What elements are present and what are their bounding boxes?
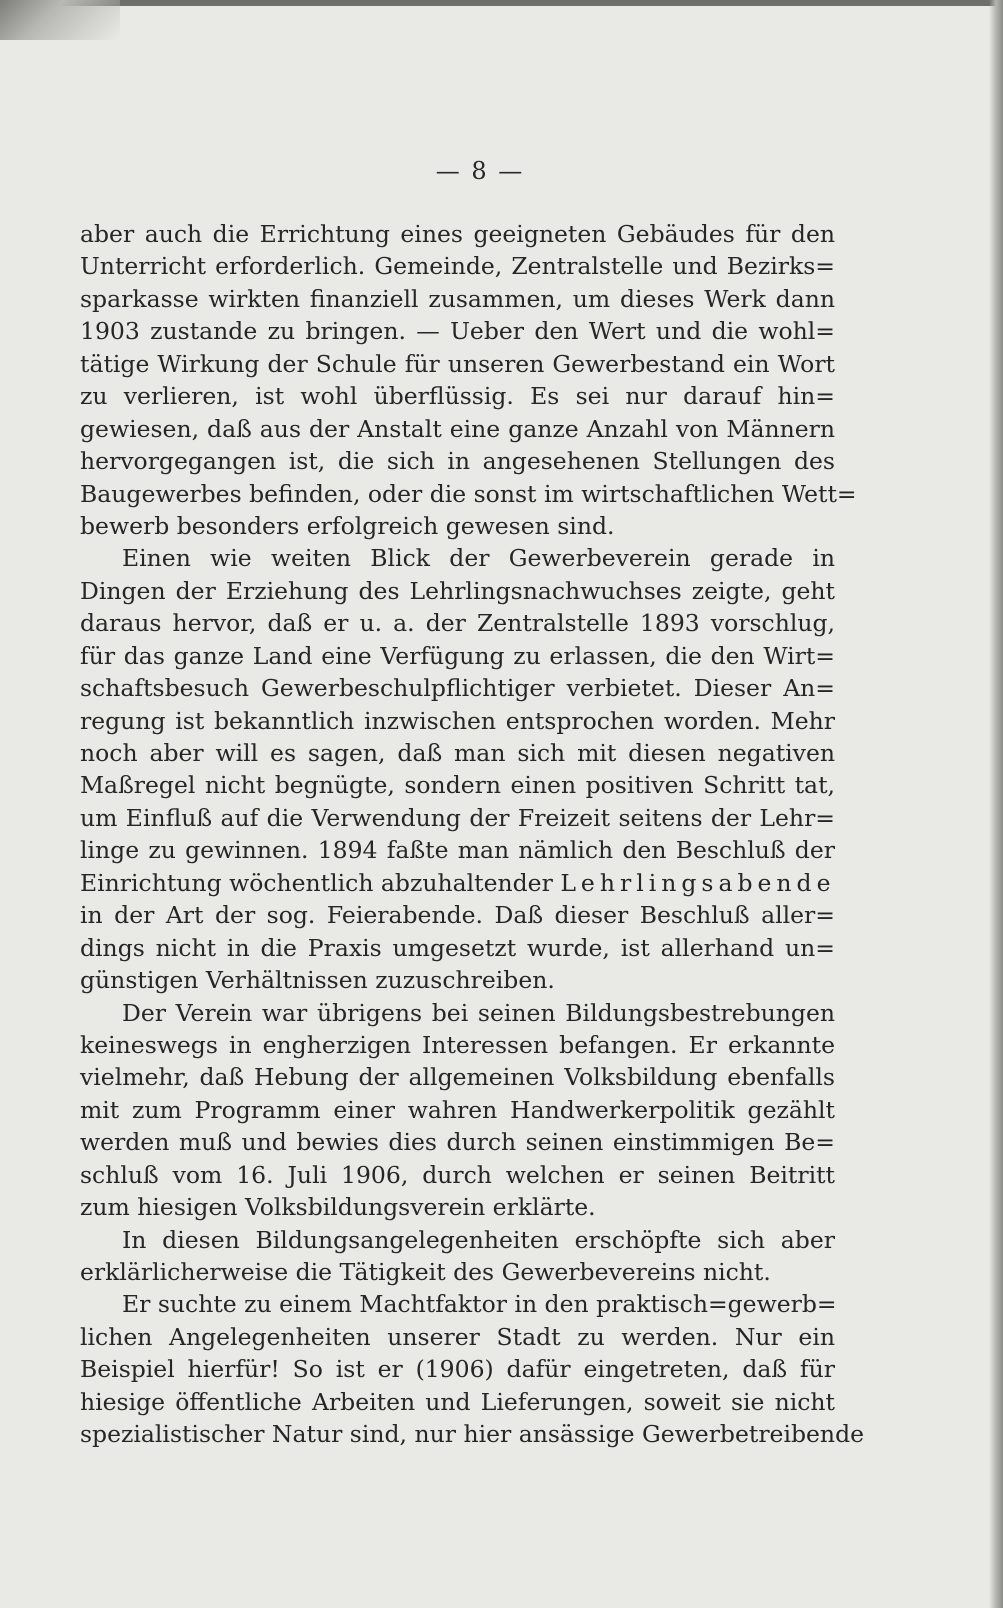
text-fragment: Einrichtung wöchentlich abzuhaltender <box>80 868 553 897</box>
text-line <box>80 867 835 899</box>
text-line: hiesige öffentliche Arbeiten und Lieferungen, soweit sie nicht <box>80 1387 835 1416</box>
spaced-emphasis-word: Lehrlingsabende <box>560 868 836 897</box>
page-number: — 8 — <box>435 157 525 185</box>
text-line: vielmehr, daß Hebung der allgemeinen Volksbildung ebenfalls <box>80 1063 835 1092</box>
text-line: Beispiel hierfür! So ist er (1906) dafür eingetreten, daß für <box>80 1355 835 1384</box>
text-line: in der Art der sog. Feierabende. Daß dieser Beschluß aller= <box>80 901 835 930</box>
text-line: für das ganze Land eine Verfügung zu erlassen, die den Wirt= <box>80 641 835 670</box>
text-line: Unterricht erforderlich. Gemeinde, Zentralstelle und Bezirks= <box>80 252 835 281</box>
text-line: linge zu gewinnen. 1894 faßte man nämlich den Beschluß der <box>80 836 835 865</box>
text-line: gewiesen, daß aus der Anstalt eine ganze Anzahl von Männern <box>80 414 835 443</box>
text-line: regung ist bekanntlich inzwischen entsprochen worden. Mehr <box>80 706 835 735</box>
text-line: schaftsbesuch Gewerbeschulpflichtiger verbietet. Dieser An= <box>80 674 835 703</box>
text-line: schluß vom 16. Juli 1906, durch welchen er seinen Beitritt <box>80 1160 835 1189</box>
text-line: günstigen Verhältnissen zuzuschreiben. <box>80 966 555 995</box>
text-line: Der Verein war übrigens bei seinen Bildungsbestrebungen <box>122 998 835 1027</box>
text-line: Er suchte zu einem Machtfaktor in den praktisch=gewerb= <box>122 1290 837 1319</box>
text-line: tätige Wirkung der Schule für unseren Gewerbestand ein Wort <box>80 349 835 378</box>
text-line: werden muß und bewies dies durch seinen einstimmigen Be= <box>80 1128 835 1157</box>
text-line: daraus hervor, daß er u. a. der Zentralstelle 1893 vorschlug, <box>80 609 835 638</box>
text-line: um Einfluß auf die Verwendung der Freizeit seitens der Lehr= <box>80 803 835 832</box>
text-line: bewerb besonders erfolgreich gewesen sind. <box>80 511 615 540</box>
text-line: noch aber will es sagen, daß man sich mit diesen negativen <box>80 739 835 767</box>
scan-top-edge <box>0 0 1003 6</box>
text-line: Baugewerbes befinden, oder die sonst im wirtschaftlichen Wett= <box>80 479 857 508</box>
text-line: keineswegs in engherzigen Interessen befangen. Er erkannte <box>80 1030 835 1059</box>
text-line: hervorgegangen ist, die sich in angesehenen Stellungen des <box>80 447 835 476</box>
text-line: lichen Angelegenheiten unserer Stadt zu werden. Nur ein <box>80 1322 835 1351</box>
body-text <box>80 218 865 1451</box>
text-line: dings nicht in die Praxis umgesetzt wurde, ist allerhand un= <box>80 933 835 962</box>
text-line: In diesen Bildungsangelegenheiten erschöpfte sich aber <box>122 1225 835 1254</box>
text-line: 1903 zustande zu bringen. — Ueber den Wert und die wohl= <box>80 317 835 346</box>
scan-right-edge <box>989 0 1003 1608</box>
text-line: Einen wie weiten Blick der Gewerbeverein gerade in <box>122 544 835 573</box>
text-line: zu verlieren, ist wohl überflüssig. Es sei nur darauf hin= <box>80 382 835 411</box>
text-line: sparkasse wirkten finanziell zusammen, um dieses Werk dann <box>80 284 835 313</box>
scan-shadow-corner <box>0 0 120 40</box>
text-line: Dingen der Erziehung des Lehrlingsnachwuchses zeigte, geht <box>80 576 835 605</box>
text-line: zum hiesigen Volksbildungsverein erklärte. <box>80 1193 596 1222</box>
text-line: erklärlicherweise die Tätigkeit des Gewerbevereins nicht. <box>80 1258 771 1286</box>
text-line: aber auch die Errichtung eines geeigneten Gebäudes für den <box>80 220 835 248</box>
text-line: Maßregel nicht begnügte, sondern einen positiven Schritt tat, <box>80 771 835 800</box>
text-line: spezialistischer Natur sind, nur hier ansässige Gewerbetreibende <box>80 1420 865 1449</box>
text-line: mit zum Programm einer wahren Handwerkerpolitik gezählt <box>80 1095 835 1124</box>
